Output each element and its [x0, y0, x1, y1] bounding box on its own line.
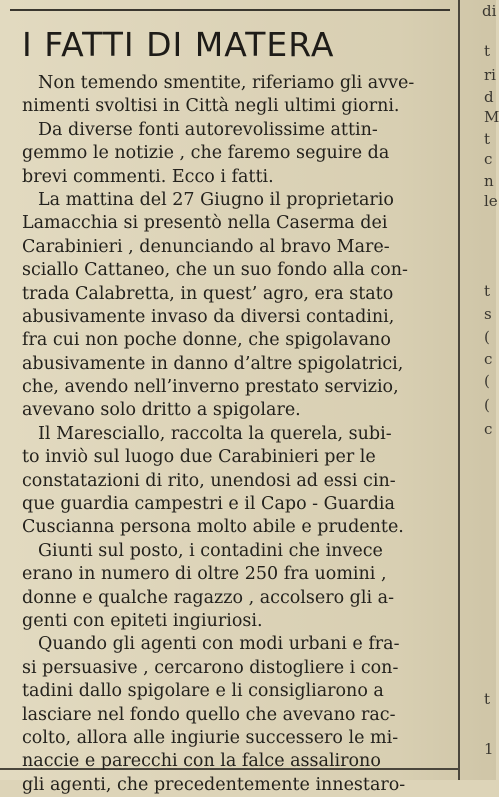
article-line: tadini dallo spigolare e li consigliarono a: [22, 681, 384, 702]
margin-fragment: d: [484, 88, 494, 106]
margin-fragment: t: [484, 42, 491, 60]
margin-fragment: c: [484, 420, 493, 438]
margin-fragment: (: [484, 396, 490, 414]
article-line: donne e qualche ragazzo , accolsero gli a-: [22, 587, 394, 608]
article-line: sciallo Cattaneo, che un suo fondo alla con-: [22, 260, 408, 281]
margin-fragment: c: [484, 350, 493, 368]
margin-fragment: t: [484, 130, 491, 148]
article-line: genti con epiteti ingiuriosi.: [22, 610, 263, 631]
margin-fragment: n: [484, 172, 494, 190]
margin-fragment: c: [484, 150, 493, 168]
article-line: fra cui non poche donne, che spigolavano: [22, 330, 391, 351]
article-line: colto, allora alle ingiurie successero le mi-: [22, 727, 399, 748]
article-line: gli agenti, che precedentemente innestaro-: [22, 774, 406, 795]
margin-fragment: ri: [484, 66, 496, 84]
article-line: que guardia campestri e il Capo - Guardia: [22, 494, 395, 515]
article-line: naccie e parecchi con la falce assalirono: [22, 751, 381, 772]
margin-fragment: 1: [484, 740, 494, 758]
article-line: che, avendo nell’inverno prestato servizio,: [22, 377, 399, 398]
article-line: brevi commenti. Ecco i fatti.: [22, 166, 274, 187]
margin-fragment: t: [484, 690, 491, 708]
article-line: Cuscianna persona molto abile e prudente.: [22, 517, 404, 538]
adjacent-column-fragments: [464, 0, 499, 780]
article-line: Da diverse fonti autorevolissime attin-: [38, 119, 378, 140]
margin-fragment: (: [484, 328, 490, 346]
article-line: to inviò sul luogo due Carabinieri per le: [22, 447, 376, 468]
margin-fragment: M: [484, 108, 499, 126]
margin-fragment: le: [484, 192, 498, 210]
article-line: Lamacchia si presentò nella Caserma dei: [22, 213, 388, 234]
column-rule: [458, 0, 460, 780]
margin-fragment: (: [484, 372, 490, 390]
article-line: Giunti sul posto, i contadini che invece: [38, 540, 383, 561]
article-line: abusivamente in danno d’altre spigolatrici,: [22, 353, 404, 374]
article-line: constatazioni di rito, unendosi ad essi cin-: [22, 470, 396, 491]
article-line: avevano solo dritto a spigolare.: [22, 400, 301, 421]
article-line: erano in numero di oltre 250 fra uomini ,: [22, 564, 387, 585]
article-line: lasciare nel fondo quello che avevano rac-: [22, 704, 396, 725]
margin-fragment: t: [484, 282, 491, 300]
article-line: trada Calabretta, in quest’ agro, era stato: [22, 283, 394, 304]
top-rule: [10, 9, 450, 11]
margin-fragment: s: [484, 305, 492, 323]
article-line: Quando gli agenti con modi urbani e fra-: [38, 634, 400, 655]
article-line: Non temendo smentite, riferiamo gli avve-: [38, 73, 415, 93]
article-line: nimenti svoltisi in Città negli ultimi giorni.: [22, 96, 400, 117]
article-headline: I FATTI DI MATERA: [22, 25, 335, 64]
article-line: gemmo le notizie , che faremo seguire da: [22, 143, 390, 164]
article-line: abusivamente invaso da diversi contadini,: [22, 306, 395, 327]
margin-fragment: di: [482, 2, 497, 20]
article-line: Carabinieri , denunciando al bravo Mare-: [22, 236, 390, 257]
article-line: La mattina del 27 Giugno il proprietario: [38, 189, 394, 210]
article-line: Il Maresciallo, raccolta la querela, subi-: [38, 423, 392, 444]
article-line: si persuasive , cercarono distogliere i con-: [22, 657, 399, 678]
article-body: [22, 72, 458, 797]
